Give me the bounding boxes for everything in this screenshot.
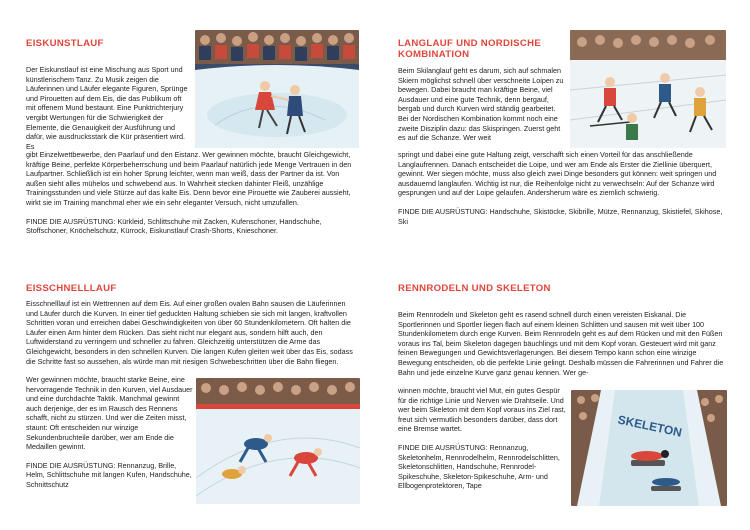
luge-left	[398, 386, 568, 491]
body-text: winnen möchte, braucht viel Mut, ein gutes Gespür für die richtige Linie und Nerven wie Drahtseile. Und wer beim Skeleton mit dem Kopf voraus ins Ziel rast, freut sich vermutlich besonders darüber, dass dort eine Bremse wartet.	[398, 386, 566, 434]
speed-skating-left	[26, 375, 194, 490]
figure-skating-image	[195, 30, 359, 148]
section-title: EISKUNSTLAUF	[26, 38, 104, 49]
speed-skating-illustration	[196, 378, 360, 504]
equipment-list: FINDE DIE AUSRÜSTUNG: Rennanzug, Brille, Helm, Schlittschuhe mit langen Kufen, Handschuhe, Schnittschutz	[26, 460, 192, 489]
figure-skating-continued	[26, 150, 358, 236]
equipment-list: FINDE DIE AUSRÜSTUNG: Rennanzug, Skeletonhelm, Rennrodelhelm, Rennrodelschlitten, Skeletonschlitten, Handschuhe, Rennrodel-Spikeschuhe, Skeleton-Spikeschuhe, Arm- und Ellbogenprotektoren, Tape	[398, 442, 560, 491]
track-label: SKELETON	[616, 412, 684, 440]
section-title: LANGLAUF UND NORDISCHE KOMBINATION	[398, 38, 542, 60]
figure-skating-illustration	[195, 30, 359, 148]
cross-country-intro	[398, 66, 566, 143]
body-text: Der Eiskunstlauf ist eine Mischung aus Sport und künstlerischem Tanz. Zu Musik zeigen die Läuferinnen und Läufer elegante Figuren, Sprünge und Pirouetten auf dem Eis, die das Publikum oft mit offenem Mund bestaunt. Eine Punktrichterjury vergibt Wertungen für die Schwierigkeit der Elemente, die Genauigkeit der Ausführung und dafür, wie ausdrucksstark die Kür präsentiert wird. Es	[26, 65, 188, 151]
body-text: Wer gewinnen möchte, braucht starke Beine, eine hervorragende Technik in den Kurven, viel Ausdauer und eine durchdachte Taktik. Manchmal gewinnt auch derjenige, der es im Rausch des Rennens schafft, nicht zu stürzen. Und wer die Zeiten misst, staunt: Oft entscheiden nur winzige Sekundenbruchteile darüber, wer am Ende die Medaillen gewinnt.	[26, 375, 193, 452]
cross-country-illustration	[570, 30, 726, 148]
section-speed-skating	[26, 283, 356, 294]
section-title: EISSCHNELLLAUF	[26, 283, 117, 294]
body-text: springt und dabei eine gute Haltung zeigt, verschafft sich einen Vorteil für das anschließende Langlaufrennen. Danach entscheidet die Loipe, und wer am Ende als Erster die Ziellinie überquert, gewinnt. Wer siegen möchte, muss also gleich zwei Dinge besonders gut können: weit springen und ausdauernd langlaufen. Wichtig ist nur, die Reihenfolge nicht zu verwechseln: Auf der Schanze wird gesprungen und auf der Loipe gelaufen. Andersherum wäre es ziemlich schwierig.	[398, 150, 717, 198]
body-text: Eisschnelllauf ist ein Wettrennen auf dem Eis. Auf einer großen ovalen Bahn sausen die Läuferinnen und Läufer durch die Kurven. In einer tief geduckten Haltung schieben sie sich mit langen, kraftvollen Schritten voran und erreichen dabei Geschwindigkeiten von über 60 Stundenkilometern. Oft halten die Läufer einen Arm hinter dem Rücken. Das sieht nicht nur elegant aus, sondern hilft auch, den Luftwiderstand zu verringern und schneller zu fahren. Gleichzeitig unterstützen die Arme das Gleichgewicht, besonders in den schnellen Kurven. Die langen Kufen gleiten weit über das Eis, sodass die Schritte fast so aussehen, als würde man mit riesigen Schwebeschritten über die Bahn fliegen.	[26, 299, 353, 366]
speed-skating-image	[196, 378, 360, 504]
body-text: gibt Einzelwettbewerbe, den Paarlauf und den Eistanz. Wer gewinnen möchte, braucht Gleichgewicht, kräftige Beine, perfekte Körperbeherrschung und beim Paarlauf natürlich jede Menge Vertrauen in den Laufpartner. Schließlich ist ein hoher Sprung leichter, wenn man weiß, dass der Partner da ist. Von außen sieht alles mühelos und schwebend aus. In Wahrheit stecken dahinter Fleiß, unzählige Trainingsstunden und viele Stürze auf das kalte Eis. Denn bevor eine Pirouette wie Zauberei aussieht, wirkt sie im Training manchmal eher wie ein sehr eleganter Versuch, nicht umzufallen.	[26, 150, 352, 207]
section-luge-skeleton	[398, 283, 728, 294]
speed-skating-main	[26, 299, 358, 366]
figure-skating-intro	[26, 65, 190, 151]
body-text: Beim Skilanglauf geht es darum, sich auf schmalen Skiern möglichst schnell über verschneite Loipen zu bewegen. Dabei braucht man kräftige Beine, viel Ausdauer und eine gute Technik, denn bergauf, bergab und durch Kurven wird ständig gearbeitet. Bei der Nordischen Kombination kommt noch eine zweite Disziplin dazu: das Skispringen. Zuerst geht es auf die Schanze. Wer weit	[398, 66, 564, 143]
cross-country-continued	[398, 150, 728, 226]
equipment-list: FINDE DIE AUSRÜSTUNG: Handschuhe, Skistöcke, Skibrille, Mütze, Rennanzug, Skistiefel, Skihose, Ski	[398, 206, 723, 226]
cross-country-image	[570, 30, 726, 148]
body-text: Beim Rennrodeln und Skeleton geht es rasend schnell durch einen vereisten Eiskanal. Die Sportlerinnen und Sportler liegen flach auf einem kleinen Schlitten und sausen mit weit über 100 Stundenkilometern durch enge Kurven. Beim Rennrodeln geht es auf dem Rücken und mit den Füßen voraus ins Tal, beim Skeleton dagegen bäuchlings und mit dem Kopf voran. Gesteuert wird mit ganz feinen Bewegungen und Gewichtsverlagerungen. Bei diesem Tempo kann schon eine winzige Bewegung entscheiden, ob die perfekte Linie gelingt. Deshalb müssen die Fahrerinnen und Fahrer die Bahn und jede einzelne Kurve ganz genau kennen. Wer ge-	[398, 310, 724, 377]
equipment-list: FINDE DIE AUSRÜSTUNG: Kürkleid, Schlittschuhe mit Zacken, Kufenschoner, Handschuhe, Stoffschoner, Knöchelschutz, Kürrock, Eiskunstlauf Crash-Shorts, Knieschoner.	[26, 216, 322, 236]
luge-main	[398, 310, 730, 377]
section-cross-country	[398, 38, 568, 60]
section-title: RENNRODELN UND SKELETON	[398, 283, 551, 294]
skeleton-illustration	[571, 390, 727, 506]
skeleton-image	[571, 390, 727, 506]
